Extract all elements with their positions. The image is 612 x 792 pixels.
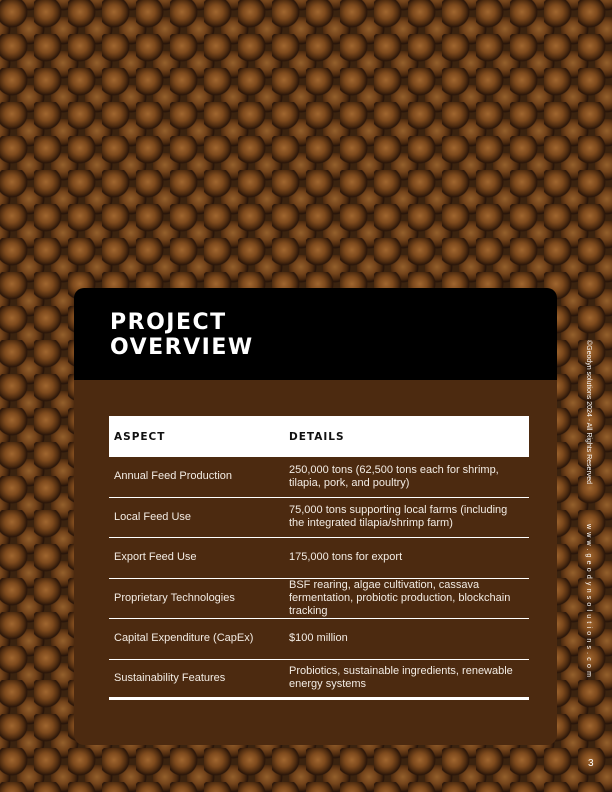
- content-panel: [74, 380, 557, 745]
- vertical-footer-text: [585, 340, 592, 680]
- header-details: DETAILS: [289, 430, 345, 443]
- page-title: [110, 310, 410, 360]
- row-details: 175,000 tons for export: [289, 551, 403, 564]
- page-number: 3: [588, 758, 594, 769]
- row-details: Probiotics, sustainable ingredients, renewable energy systems: [289, 665, 513, 691]
- table-row: [109, 457, 529, 498]
- row-details: 75,000 tons supporting local farms (including the integrated tilapia/shrimp farm): [289, 504, 508, 530]
- copyright-text: ©Geodyn solutions 2024 - All Rights Reserved: [585, 340, 592, 485]
- overview-table: [109, 416, 529, 700]
- title-line-2: OVERVIEW: [110, 335, 254, 360]
- row-aspect: Proprietary Technologies: [114, 591, 235, 604]
- title-banner: [74, 288, 557, 380]
- row-aspect: Annual Feed Production: [114, 470, 233, 483]
- website-link[interactable]: www.geodynsolutions.com: [585, 524, 592, 681]
- row-details: 250,000 tons (62,500 tons each for shrimp, tilapia, pork, and poultry): [289, 463, 499, 489]
- row-aspect: Capital Expenditure (CapEx): [114, 632, 254, 645]
- row-details: $100 million: [289, 632, 348, 645]
- header-aspect: ASPECT: [114, 430, 166, 443]
- table-row: [109, 498, 529, 539]
- row-aspect: Export Feed Use: [114, 551, 197, 564]
- title-line-1: PROJECT: [110, 310, 227, 335]
- table-row: [109, 538, 529, 579]
- row-details: BSF rearing, algae cultivation, cassava fermentation, probiotic production, blockchain tracking: [289, 578, 511, 617]
- table-header: [109, 416, 529, 457]
- table-row: [109, 619, 529, 660]
- table-row: [109, 660, 529, 701]
- row-aspect: Local Feed Use: [114, 510, 192, 523]
- table-row: [109, 579, 529, 620]
- row-aspect: Sustainability Features: [114, 671, 226, 684]
